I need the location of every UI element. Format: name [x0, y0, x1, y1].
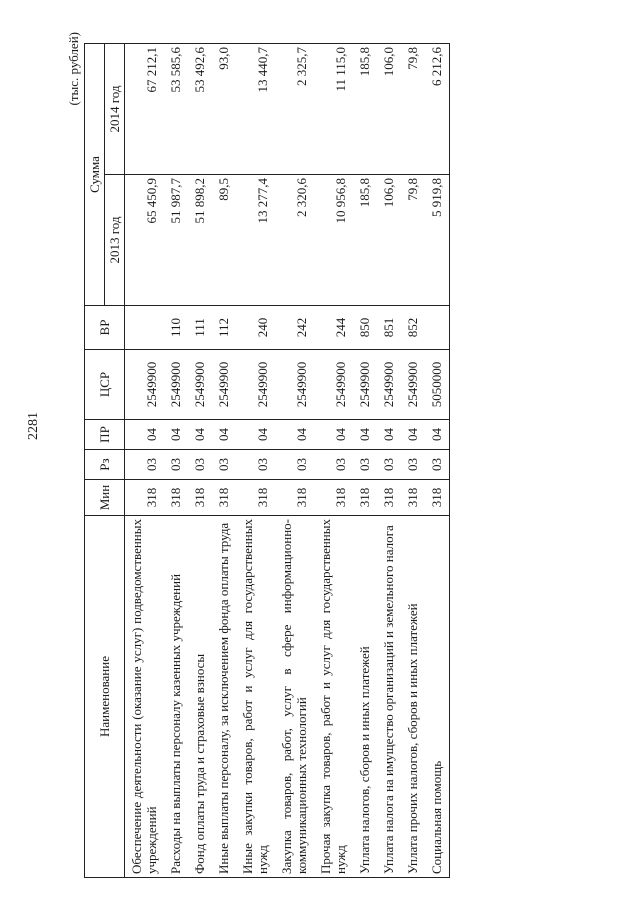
row-name: Фонд оплаты труда и страховые взносы	[188, 516, 212, 878]
row-name: Прочая закупка товаров, работ и услуг для государственных нужд	[314, 516, 353, 878]
row-vr: 852	[401, 306, 425, 350]
row-name: Социальная помощь	[425, 516, 450, 878]
row-amount-2013: 51 898,2	[188, 175, 212, 306]
row-amount-2013: 2 320,6	[275, 175, 314, 306]
row-min: 318	[377, 480, 401, 516]
row-amount-2014: 2 325,7	[275, 44, 314, 175]
row-rz: 03	[353, 450, 377, 480]
row-min: 318	[275, 480, 314, 516]
row-pr: 04	[236, 420, 275, 450]
row-csr: 5050000	[425, 350, 450, 420]
row-min: 318	[236, 480, 275, 516]
row-vr: 850	[353, 306, 377, 350]
row-csr: 2549900	[314, 350, 353, 420]
unit-note: (тыс. рублей)	[66, 32, 81, 106]
row-name: Уплата прочих налогов, сборов и иных платежей	[401, 516, 425, 878]
budget-table	[84, 43, 450, 878]
header-year-2014: 2014 год	[105, 44, 125, 175]
row-pr: 04	[425, 420, 450, 450]
row-csr: 2549900	[353, 350, 377, 420]
row-amount-2013: 10 956,8	[314, 175, 353, 306]
row-vr	[425, 306, 450, 350]
row-pr: 04	[275, 420, 314, 450]
row-pr: 04	[377, 420, 401, 450]
row-csr: 2549900	[236, 350, 275, 420]
table-row	[353, 44, 377, 878]
row-min: 318	[314, 480, 353, 516]
row-min: 318	[425, 480, 450, 516]
header-pr: ПР	[85, 420, 125, 450]
row-csr: 2549900	[401, 350, 425, 420]
row-min: 318	[125, 480, 165, 516]
row-amount-2014: 6 212,6	[425, 44, 450, 175]
row-csr: 2549900	[125, 350, 165, 420]
table-row	[164, 44, 188, 878]
row-min: 318	[188, 480, 212, 516]
row-min: 318	[401, 480, 425, 516]
row-name: Уплата налога на имущество организаций и земельного налога	[377, 516, 401, 878]
rotated-table-sheet	[66, 30, 586, 878]
table-row	[125, 44, 165, 878]
row-amount-2014: 53 585,6	[164, 44, 188, 175]
row-amount-2013: 79,8	[401, 175, 425, 306]
row-min: 318	[164, 480, 188, 516]
table-header-row	[85, 44, 105, 878]
row-name: Обеспечение деятельности (оказание услуг) подведомственных учреждений	[125, 516, 165, 878]
table-row	[377, 44, 401, 878]
row-amount-2014: 67 212,1	[125, 44, 165, 175]
header-vr: ВР	[85, 306, 125, 350]
page-number: 2281	[26, 412, 41, 440]
row-amount-2014: 11 115,0	[314, 44, 353, 175]
row-csr: 2549900	[188, 350, 212, 420]
row-min: 318	[212, 480, 236, 516]
row-vr: 112	[212, 306, 236, 350]
row-pr: 04	[188, 420, 212, 450]
row-vr: 111	[188, 306, 212, 350]
row-amount-2013: 65 450,9	[125, 175, 165, 306]
header-csr: ЦСР	[85, 350, 125, 420]
row-amount-2013: 89,5	[212, 175, 236, 306]
row-name: Расходы на выплаты персоналу казенных учреждений	[164, 516, 188, 878]
row-vr: 242	[275, 306, 314, 350]
row-vr	[125, 306, 165, 350]
row-pr: 04	[401, 420, 425, 450]
row-pr: 04	[314, 420, 353, 450]
row-amount-2014: 13 440,7	[236, 44, 275, 175]
row-vr: 110	[164, 306, 188, 350]
row-amount-2014: 79,8	[401, 44, 425, 175]
row-rz: 03	[275, 450, 314, 480]
row-csr: 2549900	[164, 350, 188, 420]
header-min: Мин	[85, 480, 125, 516]
row-pr: 04	[164, 420, 188, 450]
row-rz: 03	[425, 450, 450, 480]
table-body	[125, 44, 450, 878]
table-row	[212, 44, 236, 878]
row-amount-2014: 53 492,6	[188, 44, 212, 175]
header-year-2013: 2013 год	[105, 175, 125, 306]
row-amount-2013: 51 987,7	[164, 175, 188, 306]
row-amount-2014: 106,0	[377, 44, 401, 175]
table-row	[314, 44, 353, 878]
row-rz: 03	[212, 450, 236, 480]
table-row	[236, 44, 275, 878]
row-vr: 240	[236, 306, 275, 350]
row-amount-2013: 106,0	[377, 175, 401, 306]
row-rz: 03	[314, 450, 353, 480]
row-rz: 03	[188, 450, 212, 480]
row-rz: 03	[236, 450, 275, 480]
header-name: Наименование	[85, 516, 125, 878]
row-rz: 03	[377, 450, 401, 480]
row-amount-2013: 5 919,8	[425, 175, 450, 306]
row-csr: 2549900	[377, 350, 401, 420]
table-row	[401, 44, 425, 878]
row-min: 318	[353, 480, 377, 516]
row-rz: 03	[401, 450, 425, 480]
row-pr: 04	[212, 420, 236, 450]
table-row	[275, 44, 314, 878]
row-vr: 851	[377, 306, 401, 350]
row-rz: 03	[125, 450, 165, 480]
row-name: Закупка товаров, работ, услуг в сфере информационно-коммуникационных технологий	[275, 516, 314, 878]
header-rz: Рз	[85, 450, 125, 480]
row-vr: 244	[314, 306, 353, 350]
row-pr: 04	[353, 420, 377, 450]
header-sum: Сумма	[85, 44, 105, 306]
row-amount-2013: 13 277,4	[236, 175, 275, 306]
row-pr: 04	[125, 420, 165, 450]
row-name: Уплата налогов, сборов и иных платежей	[353, 516, 377, 878]
row-amount-2013: 185,8	[353, 175, 377, 306]
row-rz: 03	[164, 450, 188, 480]
table-row	[188, 44, 212, 878]
row-name: Иные закупки товаров, работ и услуг для государственных нужд	[236, 516, 275, 878]
row-amount-2014: 93,0	[212, 44, 236, 175]
row-csr: 2549900	[212, 350, 236, 420]
row-name: Иные выплаты персоналу, за исключением фонда оплаты труда	[212, 516, 236, 878]
row-csr: 2549900	[275, 350, 314, 420]
table-row	[425, 44, 450, 878]
row-amount-2014: 185,8	[353, 44, 377, 175]
